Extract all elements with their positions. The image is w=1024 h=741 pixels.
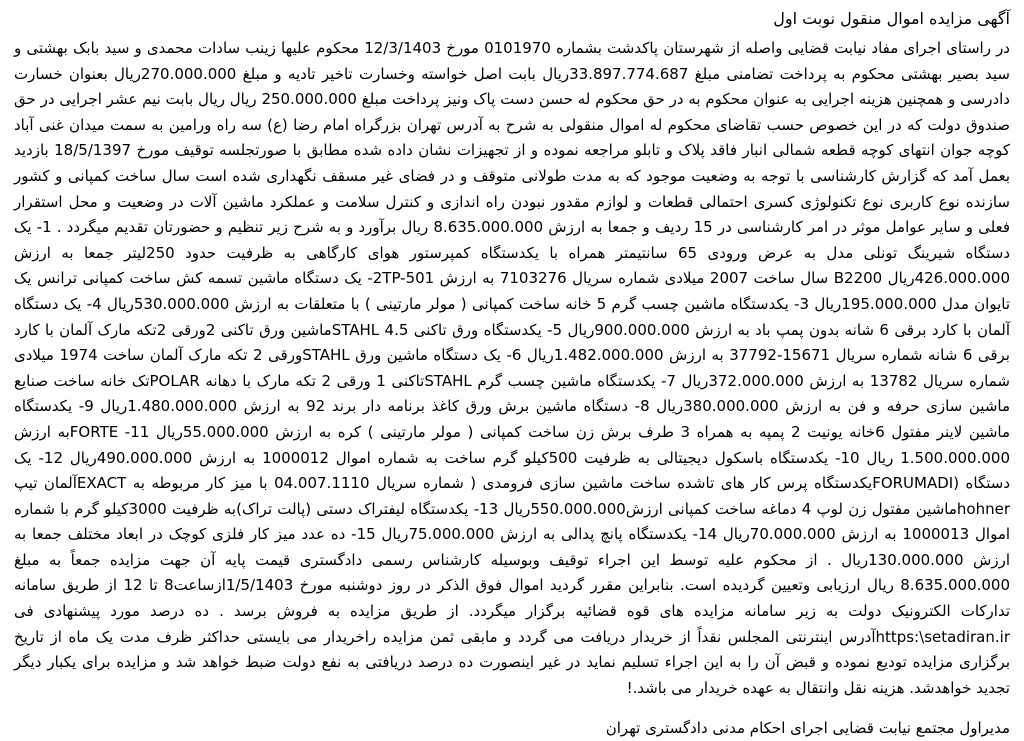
notice-title: آگهی مزایده اموال منقول نوبت اول <box>773 9 1010 28</box>
notice-body: در راستای اجرای مفاد نیابت قضایی واصله از شهرستان پاکدشت بشماره 0101970 مورخ 12/3/1403 محکوم علیها زینب سادات محمدی و سید بابک بهشتی و سید بصیر بهشتی محکوم به پرداخت تضامنی مبلغ 33.897.774.687ریال بابت اصل خواسته وخسارت تاخیر تادیه و مبلغ 270.000.000ریال بعنوان خسارت دادرسی و همچنین هزینه اجرایی به عنوان محکوم به در حق محکوم له حسن دست پاک ونیز پرداخت مبلغ 250.000.000 ریال ریال بابت نیم عشر اجرایی در حق صندوق دولت که در این خصوص حسب تقاضای محکوم له اموال منقولی به شرح به آدرس تهران بزرگراه امام رضا (ع) سه راه ورامین به سمت میدان غنی آباد کوچه جوان انتهای کوچه قطعه شمالی انبار فاقد پلاک و تابلو مراجعه نموده و از تجهیزات نشان داده شده مطابق با صورتجلسه توقیف مورخ 18/5/1397 بازدید بعمل آمد که گزارش کارشناسی با توجه به وضعیت موجود که به مدت طولانی متوقف و در فضای غیر مسقف نگهداری شده است سال ساخت کمپانی و کشور سازنده نوع کاربری نوع تکنولوژی کسری احتمالی قطعات و لوازم مقدور نبودن راه اندازی و کنترل سلامت و عملکرد ماشین آلات در وضعیت و محل استقرار فعلی و سایر عوامل موثر در امر کارشناسی در 15 ردیف و جمعا به ارزش 8.635.000.000 ریال برآورد و به شرح زیر تنظیم و حضورتان تقدیم میگردد . 1- یک دستگاه شیرینگ تونلی مدل به عرض ورودی 65 سانتیمتر همراه با یکدستگاه کمپرستور هوای کارگاهی به ظرفیت حدود 250لیتر جمعا به ارزش 426.000.000ریال B2200 سال ساخت 2007 میلادی شماره سریال 7103276 به ارزش 2TP-501- یک دستگاه ماشین تسمه کش ساخت کمپانی ترانس یک تایوان مدل 195.000.000ریال 3- یکدستگاه ماشین چسب گرم 5 خانه ساخت کمپانی ( مولر مارتینی ) با متعلقات به ارزش 530.000.000ریال 4- یک دستگاه آلمان با کارد برقی 6 شانه بدون پمپ باد به ارزش 900.000.000ریال 5- یکدستگاه ورق تاکنی STAHL 4.5ماشین ورق تاکنی 2ورقی 2تکه مارک آلمان با کارد برقی 6 شانه شماره سریال 15671-37792 به ارزش 1.482.000.000ریال 6- یک دستگاه ماشین ورق STAHLورقی 2 تکه مارک آلمان ساخت 1974 میلادی شماره سریال 13782 به ارزش 372.000.000ریال 7- یکدستگاه ماشین چسب گرم STAHLتاکنی 1 ورقی 2 تکه مارک با دهانه POLARتک خانه ساخت صنایع ماشین سازی حرفه و فن به ارزش 380.000.000ریال 8- دستگاه ماشین برش ورق کاغذ برنامه دار برند 92 به ارزش 1.480.000.000ریال 9- یکدستگاه ماشین لاینر مفتول 6خانه یونیت 2 پمپه به همراه 3 طرف برش زن ساخت کمپانی ( مولر مارتینی ) کره به ارزش 55.000.000ریال 11- FORTEبه ارزش 1.500.000.000 ریال 10- یکدستگاه باسکول دیجیتالی به ظرفیت 500کیلو گرم ساخت به شماره اموال 1000012 به ارزش 490.000.000ریال 12- یک دستگاه (FORUMADIیکدستگاه پرس کار های تاشده ساخت ماشین سازی فرومدی ( شماره سریال 04.007.1110 با میز کار مربوطه به EXACTآلمان تیپ hohnerماشین مفتول زن لوپ 4 دماغه ساخت کمپانی ارزش550.000.000ریال 13- یکدستگاه لیفتراک دستی (پالت تراک)به ظرفیت 3000کیلو گرم با شماره اموال 1000013 به ارزش 70.000.000ریال 14- یکدستگاه پانچ پدالی به ارزش 75.000.000ریال 15- ده عدد میز کار فلزی کوچک در ابعاد مختلف جمعا به ارزش 130.000.000ریال . از محکوم علیه توسط این اجراء توقیف وبوسیله کارشناس رسمی دادگستری قیمت پایه آن جهت مزایده جمعاً به مبلغ 8.635.000.000 ریال ارزیابی وتعیین گردیده است. بنابراین مقرر گردید اموال فوق الذکر در روز دوشنبه مورخ 1/5/1403ازساعت8 تا 12 از طریق سامانه تدارکات الکترونیک دولت به زیر سامانه مزایده های قوه قضائیه برگزار میگردد. از طریق مزایده به فروش برسد . ده درصد مورد پیشنهادی فی https:\setadiran.irآدرس اینترنتی المجلس نقداً از خریدار دریافت می گردد و مابقی ثمن مزایده راخریدار می بایستی حداکثر ظرف مدت یک ماه از تاریخ برگزاری مزایده تودیع نموده و قبض آن را به این اجراء تسلیم نماید در غیر اینصورت ده درصد دریافتی به نفع دولت ضبط خواهد شد و مزایده برای یکبار دیگر تجدید خواهدشد. هزینه نقل وانتقال به عهده خریدار می باشد.! <box>14 39 1011 697</box>
notice-signature: مدیراول مجتمع نیابت قضایی اجرای احکام مدنی دادگستری تهران <box>605 719 1010 738</box>
